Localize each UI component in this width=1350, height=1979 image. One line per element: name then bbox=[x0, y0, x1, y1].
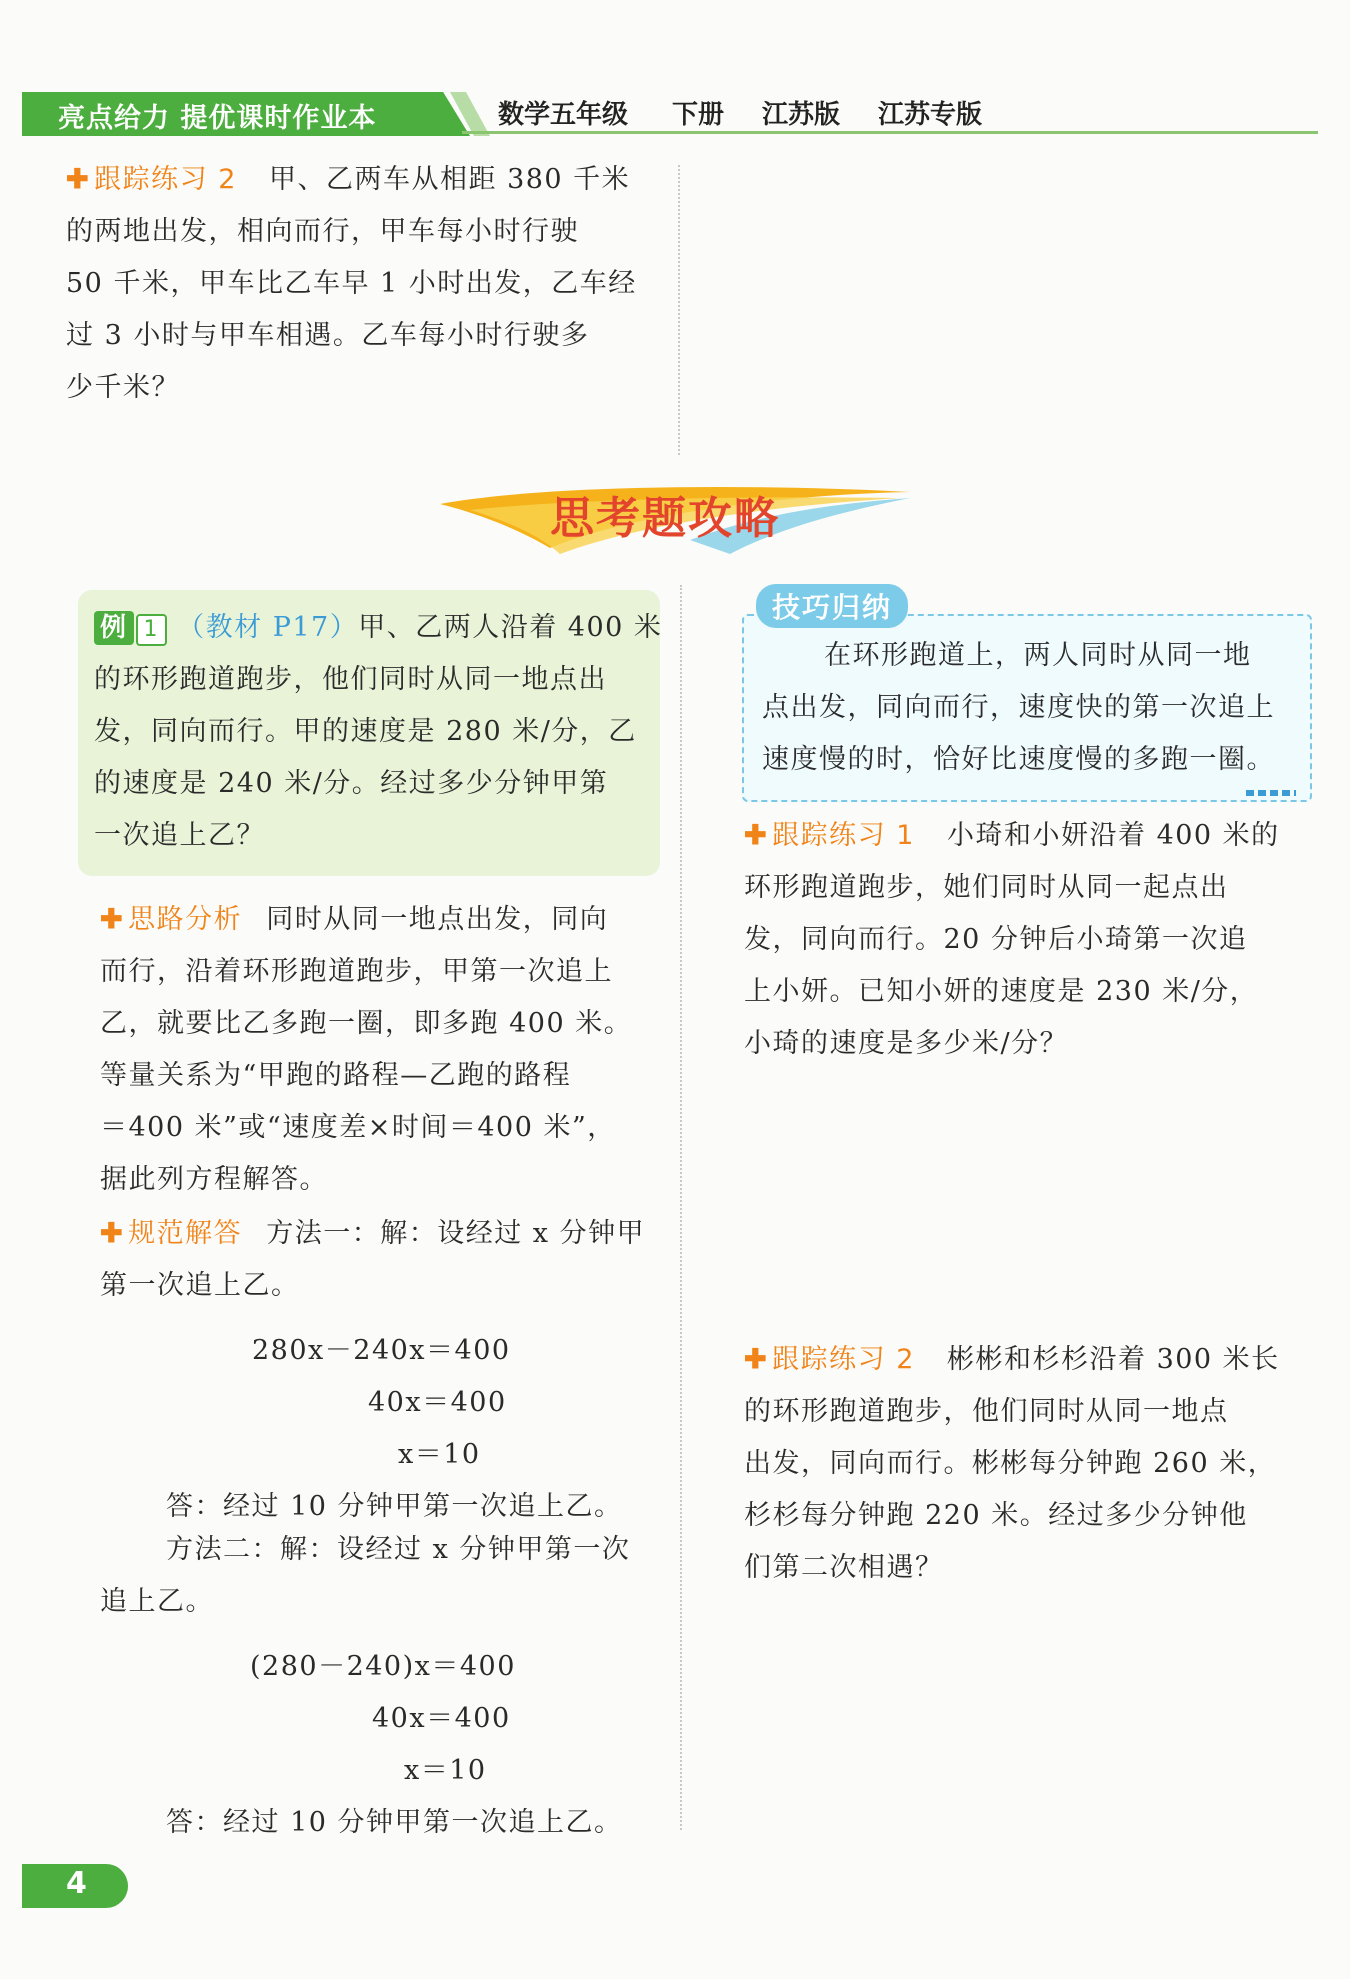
equation-line: 40x＝400 bbox=[368, 1387, 507, 1418]
question-line: 小琦的速度是多少米/分？ bbox=[744, 1028, 1069, 1059]
solution-tag: 规范解答 bbox=[128, 1218, 243, 1249]
section-banner bbox=[430, 474, 920, 564]
question-line: 环形跑道跑步，她们同时从同一起点出 bbox=[744, 872, 1229, 903]
tips-title: 技巧归纳 bbox=[756, 584, 908, 628]
question-line: 50 千米，甲车比乙车早 1 小时出发，乙车经 bbox=[66, 268, 637, 299]
question-line: 的速度是 240 米/分。经过多少分钟甲第 bbox=[94, 768, 609, 799]
tips-line: 在环形跑道上，两人同时从同一地 bbox=[824, 640, 1252, 671]
analysis-line: 等量关系为“甲跑的路程—乙跑的路程 bbox=[100, 1060, 572, 1091]
tips-text bbox=[762, 630, 1302, 786]
analysis-line: ＝400 米”或“速度差×时间＝400 米”， bbox=[100, 1112, 616, 1143]
series-title: 亮点给力 提优课时作业本 bbox=[58, 103, 377, 134]
question-line: 们第二次相遇？ bbox=[744, 1552, 944, 1583]
question-line: 的环形跑道跑步，他们同时从同一地点出 bbox=[94, 664, 607, 695]
right-practice-1 bbox=[744, 810, 1314, 1070]
practice-tag: 跟踪练习 1 bbox=[772, 820, 915, 851]
practice-tag: 跟踪练习 2 bbox=[772, 1344, 915, 1375]
special-edition-label: 江苏专版 bbox=[878, 100, 983, 130]
plus-icon: ✚ bbox=[100, 1218, 125, 1249]
question-line: 过 3 小时与甲车相遇。乙车每小时行驶多 bbox=[66, 320, 590, 351]
example-question bbox=[94, 602, 663, 862]
edition-label: 江苏版 bbox=[762, 100, 841, 130]
tips-line: 速度慢的时，恰好比速度慢的多跑一圈。 bbox=[762, 744, 1275, 775]
practice-tag: 跟踪练习 2 bbox=[94, 164, 237, 195]
answer-line: 答：经过 10 分钟甲第一次追上乙。 bbox=[166, 1491, 623, 1522]
equation-line: x＝10 bbox=[404, 1755, 487, 1786]
equation-line: x＝10 bbox=[398, 1439, 481, 1470]
analysis-tag: 思路分析 bbox=[128, 904, 243, 935]
column-divider-top bbox=[678, 165, 680, 455]
solution-line: 方法二：解：设经过 x 分钟甲第一次 bbox=[166, 1534, 631, 1565]
equation-line: 280x－240x＝400 bbox=[252, 1335, 511, 1366]
plus-icon: ✚ bbox=[100, 904, 125, 935]
analysis-line: 同时从同一地点出发，同向 bbox=[266, 904, 609, 935]
analysis-line: 而行，沿着环形跑道跑步，甲第一次追上 bbox=[100, 956, 613, 987]
page-number: 4 bbox=[66, 1866, 87, 1901]
question-line: 一次追上乙？ bbox=[94, 820, 265, 851]
tips-line: 点出发，同向而行，速度快的第一次追上 bbox=[762, 692, 1275, 723]
equation-line: 40x＝400 bbox=[372, 1703, 511, 1734]
question-line: 甲、乙两人沿着 400 米 bbox=[358, 612, 663, 643]
tips-stripe bbox=[1246, 790, 1296, 796]
question-line: 发，同向而行。20 分钟后小琦第一次追 bbox=[744, 924, 1248, 955]
analysis-line: 据此列方程解答。 bbox=[100, 1164, 328, 1195]
analysis-section bbox=[100, 894, 670, 1206]
volume-label: 下册 bbox=[672, 100, 725, 130]
column-divider-bottom bbox=[680, 585, 682, 1830]
solution-section bbox=[100, 1208, 670, 1312]
question-line: 小琦和小妍沿着 400 米的 bbox=[946, 820, 1280, 851]
method-two bbox=[100, 1524, 670, 1628]
example-badge: 例 bbox=[94, 611, 134, 645]
page-header bbox=[22, 92, 1318, 136]
plus-icon: ✚ bbox=[744, 1344, 769, 1375]
analysis-line: 乙，就要比乙多跑一圈，即多跑 400 米。 bbox=[100, 1008, 633, 1039]
question-line: 出发，同向而行。彬彬每分钟跑 260 米， bbox=[744, 1448, 1277, 1479]
header-underline bbox=[462, 131, 1318, 134]
solution-line: 追上乙。 bbox=[100, 1586, 214, 1617]
question-line: 发，同向而行。甲的速度是 280 米/分，乙 bbox=[94, 716, 637, 747]
question-line: 的两地出发，相向而行，甲车每小时行驶 bbox=[66, 216, 579, 247]
example-number: 1 bbox=[136, 614, 168, 646]
plus-icon: ✚ bbox=[744, 820, 769, 851]
plus-icon: ✚ bbox=[66, 164, 91, 195]
textbook-reference: （教材 P17） bbox=[177, 612, 359, 643]
top-practice-2 bbox=[66, 154, 666, 414]
subject-grade: 数学五年级 bbox=[498, 100, 629, 130]
question-line: 上小妍。已知小妍的速度是 230 米/分， bbox=[744, 976, 1259, 1007]
banner-title: 思考题攻略 bbox=[550, 493, 780, 544]
right-practice-2 bbox=[744, 1334, 1314, 1594]
question-line: 少千米？ bbox=[66, 372, 180, 403]
question-line: 彬彬和杉杉沿着 300 米长 bbox=[946, 1344, 1280, 1375]
solution-line: 方法一：解：设经过 x 分钟甲 bbox=[266, 1218, 646, 1249]
question-line: 甲、乙两车从相距 380 千米 bbox=[268, 164, 631, 195]
equation-line: (280－240)x＝400 bbox=[250, 1651, 516, 1682]
question-line: 杉杉每分钟跑 220 米。经过多少分钟他 bbox=[744, 1500, 1248, 1531]
solution-line: 第一次追上乙。 bbox=[100, 1270, 300, 1301]
question-line: 的环形跑道跑步，他们同时从同一地点 bbox=[744, 1396, 1229, 1427]
answer-line: 答：经过 10 分钟甲第一次追上乙。 bbox=[166, 1807, 623, 1838]
